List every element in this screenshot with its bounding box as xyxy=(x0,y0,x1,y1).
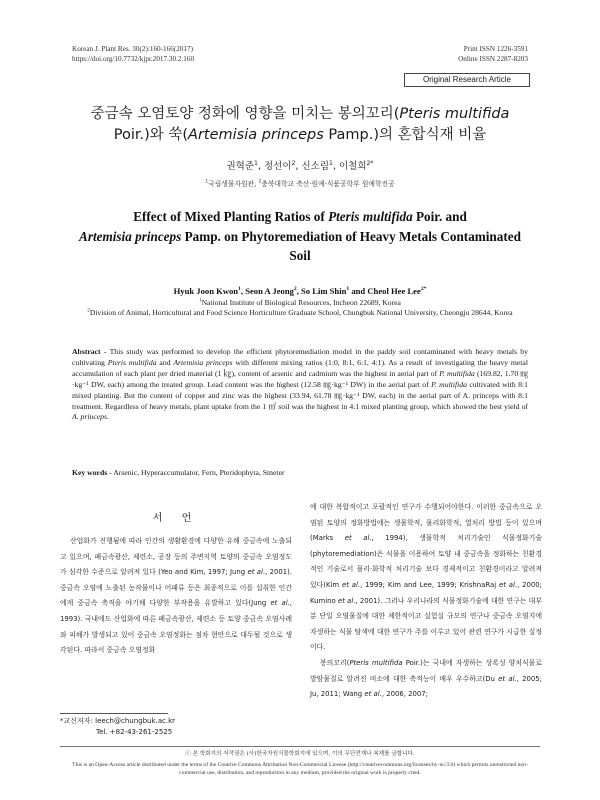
paragraph: 산업화가 진행됨에 따라 인간의 생활환경에 다양한 유해 중금속에 노출되고 있으며, 폐금속광산, 제련소, 공장 등의 주변지역 토양의 중금속 오염정도가 심각한 수준으로 알려져 있다 (Yeo and Kim, 1997; Jung et al., 2001). 중금속 오염에 노출된 농작물이나 어패류 등은 최종적으로 이를 섭취한 인간에게 중금속 축적을 야기해 다양한 부작용을 유발하고 있다(Jung et al., 1993). 국내에도 산업화에 따른 폐금속광산, 제련소 등 토양 중금속 오염사례와 피해가 발생되고 있어 중금속 오염정화는 점차 현안으로 대두될 것으로 생각된다. 따라서 중금속 오염정화 xyxy=(60,537,292,655)
author-email[interactable]: leech@chungbuk.ac.kr xyxy=(92,717,176,725)
english-title: Effect of Mixed Planting Ratios of Pteris multifida Poir. and Artemisia princeps Pamp. on Phytoremediation of Heavy Metals Contaminated Soil xyxy=(79,209,521,263)
keywords-label: Key words xyxy=(72,468,108,477)
abstract: Abstract - This study was performed to develop the efficient phytoremediation model in the paddy soil contaminated with heavy metals by cultivating Pteris multifida and Artemisia princeps with different mixing ratios (1:0, 8:1, 6:1, 4:1). As a result of investigating the heavy metal accumulation of each plant per dried material (1 ㎏), content of arsenic and cadmium was the highest in aerial part of P. multifida (169.82, 1.70 ㎎·kg⁻¹ DW, each) among the treated group. Lead content was the highest (12.58 ㎎·kg⁻¹ DW) in the aerial part of P. multifida cultivated with 8:1 mixed planting. But the content of copper and zinc was the highest (33.94, 61.78 ㎎·kg⁻¹ DW, each) in the aerial part of A. princeps with 8:1 treatment. Regardless of heavy metals, plant uptake from the 1 ㎡ soil was the highest in 4:1 mixed planting group, which showed the best yield of A. princeps. xyxy=(72,347,528,422)
body-column-left xyxy=(60,509,292,659)
korean-authors: 권혁준$^1$, 정선이$^2$, 신소림$^1$, 이철희$^{2*}$ xyxy=(226,159,374,172)
footnote-divider xyxy=(60,713,168,714)
abstract-label: Abstract xyxy=(72,347,101,356)
corresponding-author-footnote xyxy=(60,716,175,738)
body-column-right xyxy=(310,500,542,703)
journal-citation: Korean J. Plant Res. 30(2):160-166(2017) xyxy=(72,45,193,53)
footnote-label: *교신저자: xyxy=(60,717,93,725)
korean-title: 중금속 오염토양 정화에 영향을 미치는 봉의꼬리(Pteris multifida Poir.)와 쑥(Artemisia princeps Pamp.)의 혼합식재 비율 xyxy=(90,106,510,143)
section-heading-introduction: 서 언 xyxy=(152,513,200,524)
paragraph: 봉의꼬리(Pteris multifida Poir.)는 국내에 자생하는 상록성 양치식물로 발암물질로 알려진 비소에 대한 축적능이 매우 우수하고(Du et al., 2005; Ju, 2011; Wang et al., 2006, 2007; xyxy=(310,658,542,699)
issn-print: Print ISSN 1226-3591 xyxy=(463,45,528,53)
issn-online: Online ISSN 2287-8203 xyxy=(458,55,528,63)
author-phone: Tel. +82-43-261-2525 xyxy=(96,728,173,736)
copyright-notice: ⓒ 본 학회지의 저작권은 (사)한국자원식물학회지에 있으며, 이의 무단전재나 복제를 금합니다. xyxy=(185,751,415,757)
journal-header-left xyxy=(72,44,194,64)
paragraph: 에 대한 복합적이고 포괄적인 연구가 수행되어야한다. 이러한 중금속으로 오염된 토양의 정화방법에는 생물학적, 물리화학적, 열처리 방법 등이 있으며(Marks et al., 1994), 생물학적 처리기술인 식물정화기술(phytoremediation)은 식물을 이용하여 토양 내 중금속을 정화하는 친환경적인 기술로서 물리·화학적 처리기술 보다 경제적이고 친환경이라고 알려져 있다(Kim et al., 1999; Kim and Lee, 1999; KrishnaRaj et al., 2000; Kumino et al., 2001). 그러나 우리나라의 식물정화기술에 대한 연구는 대부분 단일 오염물질에 대한 제한적이고 실험실 규모의 연구나 중금속 오염지에 자생하는 식물 탐색에 대한 연구가 주를 이루고 있어 관련 연구가 시급한 실정이다. xyxy=(310,503,542,652)
journal-header-right xyxy=(458,44,528,64)
doi-link[interactable]: https://doi.org/10.7732/kjpr.2017.30.2.160 xyxy=(72,55,195,63)
english-affiliation-2: $^2$Division of Animal, Horticultural and Food Science Horticulture Graduate School, Chungbuk National University, Cheongju 28644, Korea xyxy=(87,308,513,317)
keywords: Key words - Arsenic, Hyperaccumulator, Fern, Pteridophyta, Smeter xyxy=(72,468,285,477)
english-authors: Hyuk Joon Kwon$^1$, Seon A Jeong$^2$, So Lim Shin$^1$ and Cheol Hee Lee$^{2*}$ xyxy=(173,286,427,296)
english-affiliation-1: $^1$National Institute of Biological Resources, Incheon 22689, Korea xyxy=(199,298,401,307)
article-type-badge: Original Research Article xyxy=(404,73,530,87)
license-notice: This is an Open-Access article distributed under the terms of the Creative Commons Attribution Non-Commercial License (http://creativecommons.org/licenses/by-nc/3.0) which permits unrestricted non-commercial use, distribution, and reproduction in any medium, provided the original work is properly cited. xyxy=(72,762,528,776)
korean-affiliations: $^1$국립생물자원관, $^2$충북대학교 축산·원예·식품공학부 원예학전공 xyxy=(205,179,395,188)
footer-divider xyxy=(60,746,540,747)
